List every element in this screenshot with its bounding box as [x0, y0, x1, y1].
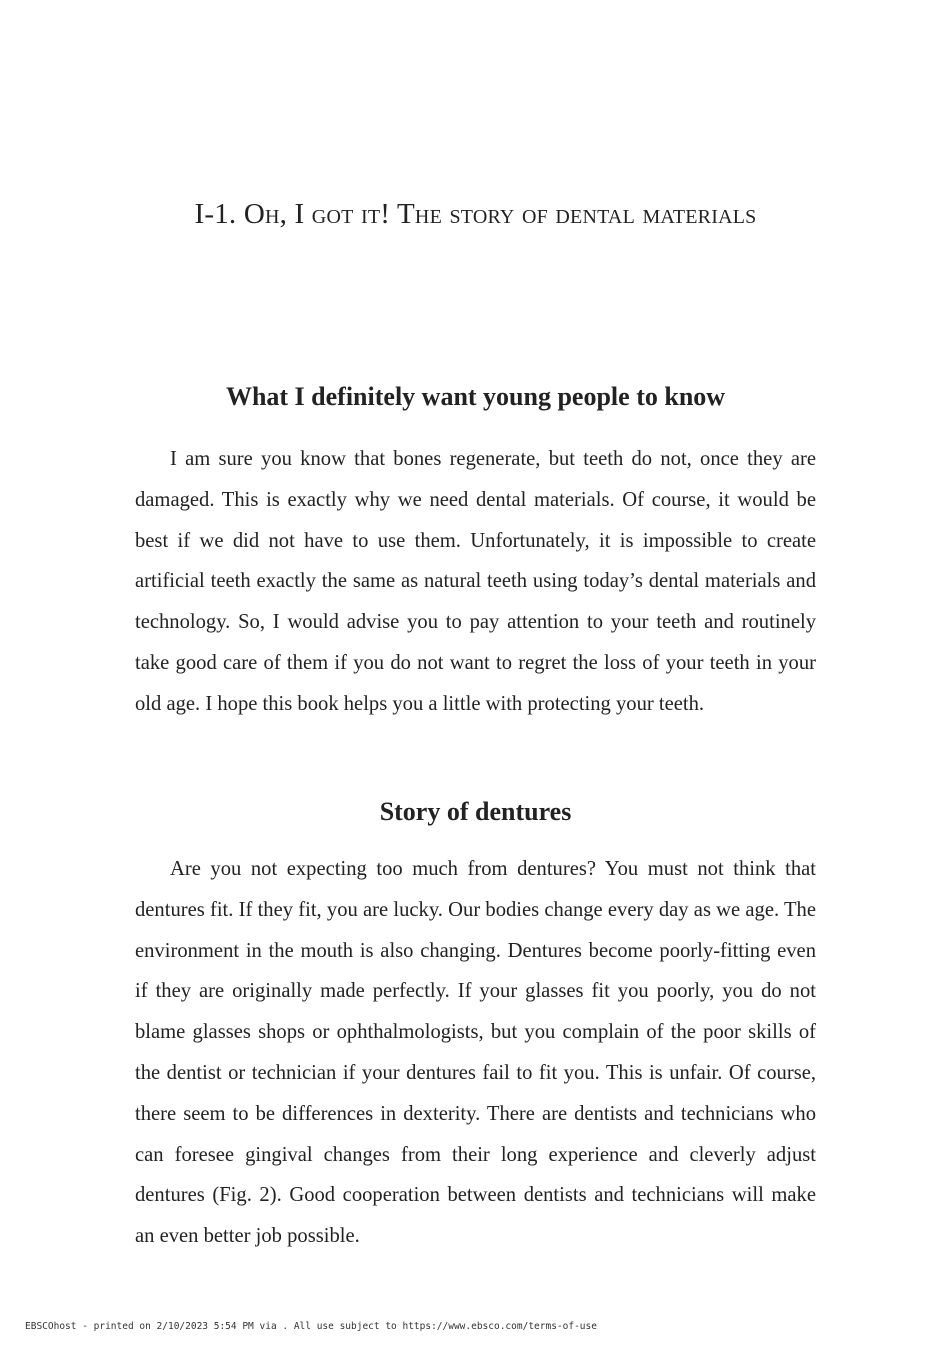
section-heading-young-people: What I definitely want young people to know: [225, 382, 726, 411]
section-paragraph-young-people: I am sure you know that bones regenerate, but teeth do not, once they are damaged. This is exactly why we need dental materials. Of course, it would be best if we did not have to use them. Unfortunately, it is impossible to create artificial teeth exactly the same as natural teeth using today’s dental materials and technology. So, I would advise you to pay attention to your teeth and routinely take good care of them if you do not want to regret the loss of your teeth in your old age. I hope this book helps you a little with protecting your teeth.: [135, 448, 816, 715]
section-paragraph-dentures: Are you not expecting too much from dentures? You must not think that dentures fit. If they fit, you are lucky. Our bodies change every day as we age. The environment in the mouth is also changing. Dentures become poorly-fitting even if they are originally made perfectly. If your glasses fit you poorly, you do not blame glasses shops or ophthalmologists, but you complain of the poor skills of the dentist or technician if your dentures fail to fit you. This is unfair. Of course, there seem to be differences in dexterity. There are dentists and technicians who can foresee gingival changes from their long experience and cleverly adjust dentures (Fig. 2). Good cooperation between dentists and technicians will make an even better job possible.: [135, 858, 816, 1248]
chapter-title: I-1. Oh, I got it! The story of dental materials: [194, 198, 757, 230]
print-footer: EBSCOhost - printed on 2/10/2023 5:54 PM via . All use subject to https://www.ebsco.com/terms-of-use: [25, 1321, 597, 1332]
section-heading-dentures: Story of dentures: [379, 797, 572, 826]
